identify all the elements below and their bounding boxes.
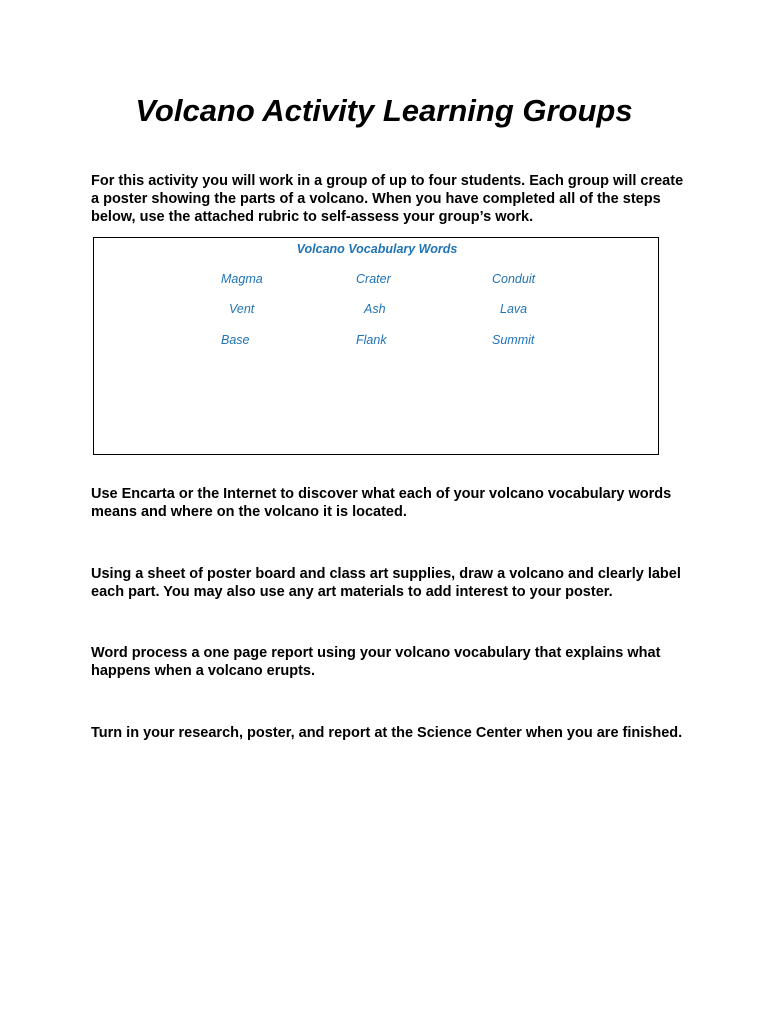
vocabulary-heading: Volcano Vocabulary Words [296, 242, 458, 256]
step-3-paragraph: Word process a one page report using your volcano vocabulary that explains what happens when a volcano erupts. [91, 645, 661, 679]
vocab-word-ash: Ash [364, 302, 386, 316]
page-title: Volcano Activity Learning Groups [135, 93, 633, 128]
vocab-word-crater: Crater [356, 272, 391, 286]
vocab-word-base: Base [221, 333, 250, 347]
step-1-paragraph: Use Encarta or the Internet to discover what each of your volcano vocabulary words means and where on the volcano it is located. [91, 486, 672, 520]
step-4-paragraph: Turn in your research, poster, and report at the Science Center when you are finished. [91, 725, 683, 741]
vocab-word-magma: Magma [221, 272, 263, 286]
vocabulary-box [93, 237, 659, 455]
intro-paragraph: For this activity you will work in a group of up to four students. Each group will create a poster showing the parts of a volcano. When you have completed all of the steps below, use the attached rubric to self-assess your group’s work. [91, 173, 684, 225]
vocab-word-lava: Lava [500, 302, 528, 316]
vocab-word-vent: Vent [229, 302, 255, 316]
step-2-paragraph: Using a sheet of poster board and class art supplies, draw a volcano and clearly label each part. You may also use any art materials to add interest to your poster. [91, 566, 681, 600]
vocab-word-flank: Flank [356, 333, 387, 347]
vocab-word-summit: Summit [492, 333, 535, 347]
vocab-word-conduit: Conduit [492, 272, 536, 286]
